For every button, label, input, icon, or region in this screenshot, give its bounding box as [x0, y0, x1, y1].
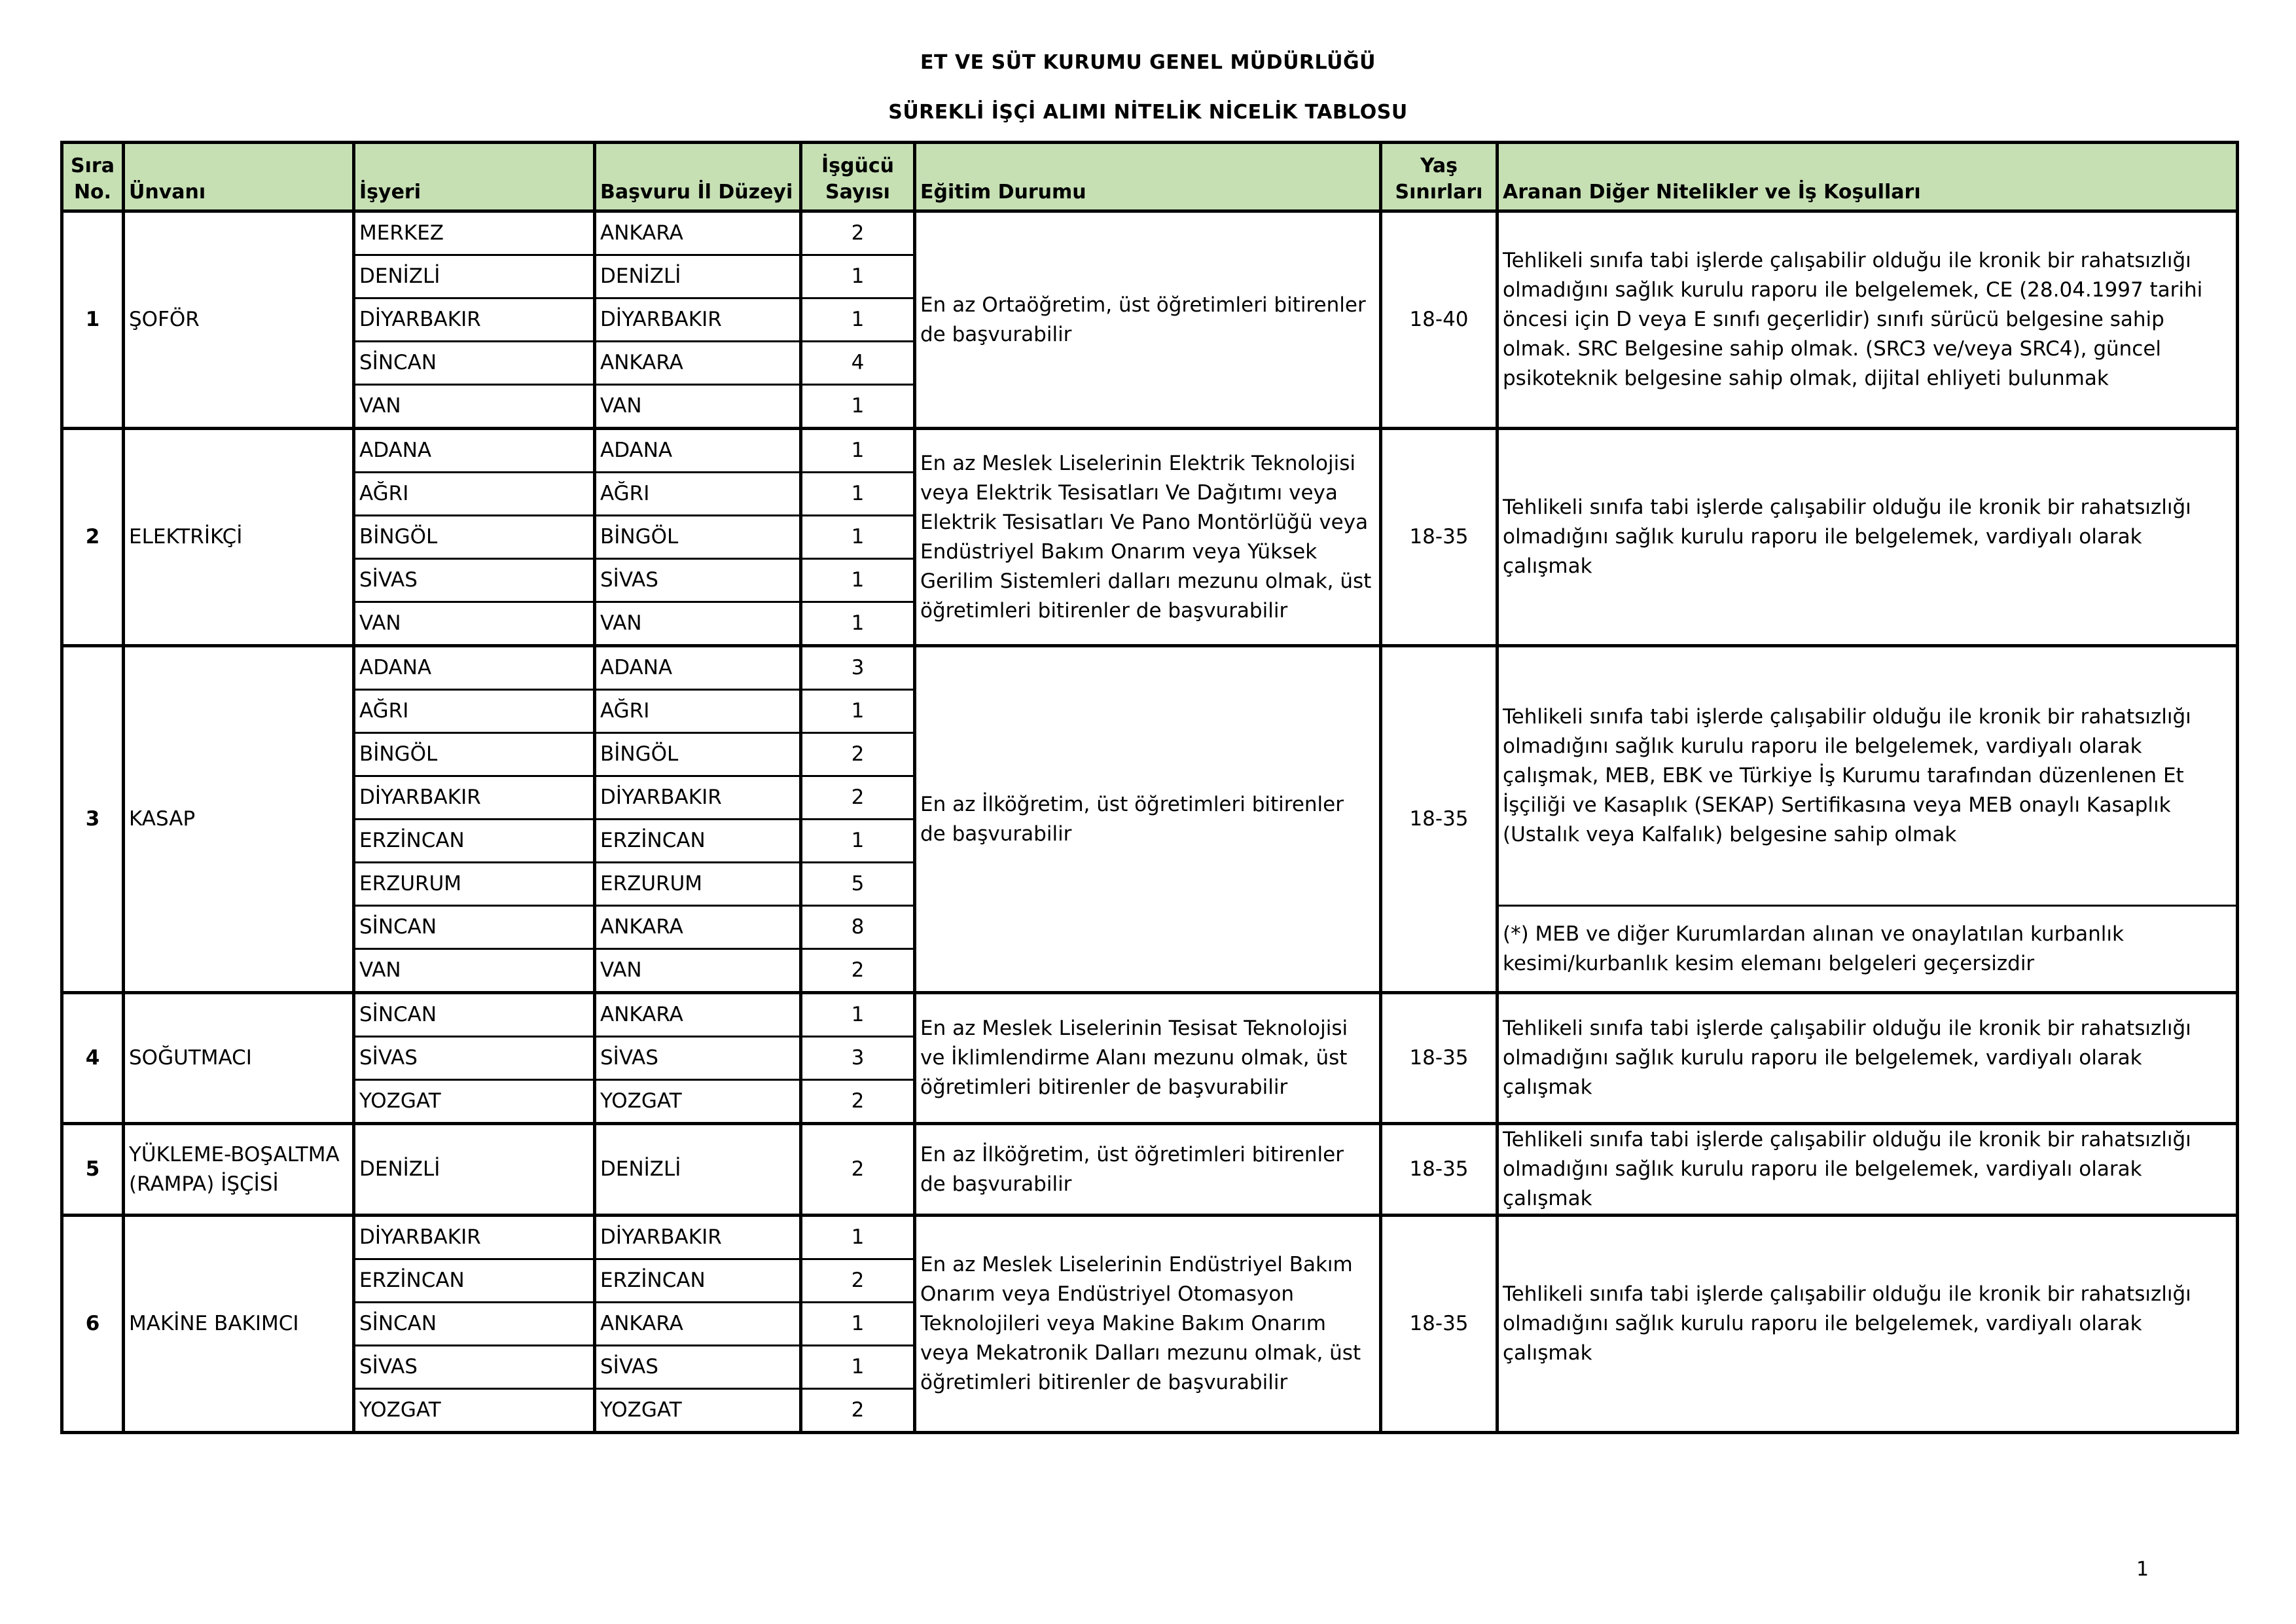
- workplace-cell: SİVAS: [354, 559, 595, 602]
- table-row: [62, 1216, 2238, 1259]
- province-cell: DENİZLİ: [595, 255, 801, 298]
- requirements-cell: Tehlikeli sınıfa tabi işlerde çalışabilir olduğu ile kronik bir rahatsızlığı olmadığını sağlık kurulu raporu ile belgelemek, CE (28.04.1997 tarihi öncesi için D veya E sınıfı geçerlidir) sınıfı sürücü belgesine sahip olmak. SRC Belgesine sahip olmak. (SRC3 ve/veya SRC4), güncel psikoteknik belgesine sahip olmak, dijital ehliyeti bulunmak: [1498, 211, 2238, 429]
- province-cell: VAN: [595, 949, 801, 993]
- table-row: [62, 429, 2238, 473]
- province-cell: DENİZLİ: [595, 1124, 801, 1216]
- document-subtitle: SÜREKLİ İŞÇİ ALIMI NİTELİK NİCELİK TABLOSU: [888, 101, 1408, 124]
- workforce-count-cell: 1: [801, 516, 915, 559]
- province-cell: SİVAS: [595, 1346, 801, 1389]
- row-number: 4: [62, 993, 124, 1124]
- age-limit-cell: 18-35: [1381, 1216, 1498, 1433]
- requirements-cell: Tehlikeli sınıfa tabi işlerde çalışabilir olduğu ile kronik bir rahatsızlığı olmadığını sağlık kurulu raporu ile belgelemek, vardiyalı olarak çalışmak: [1498, 993, 2238, 1124]
- table-row: [62, 1124, 2238, 1216]
- province-cell: ERZİNCAN: [595, 1259, 801, 1303]
- workforce-count-cell: 2: [801, 1259, 915, 1303]
- education-cell: En az Ortaöğretim, üst öğretimleri bitirenler de başvurabilir: [915, 211, 1381, 429]
- province-cell: ANKARA: [595, 993, 801, 1037]
- workplace-cell: SİVAS: [354, 1037, 595, 1080]
- workforce-count-cell: 1: [801, 385, 915, 429]
- workplace-cell: SİNCAN: [354, 993, 595, 1037]
- workforce-count-cell: 1: [801, 602, 915, 646]
- province-cell: AĞRI: [595, 473, 801, 516]
- workforce-count-cell: 4: [801, 342, 915, 385]
- requirements-cell: Tehlikeli sınıfa tabi işlerde çalışabilir olduğu ile kronik bir rahatsızlığı olmadığını sağlık kurulu raporu ile belgelemek, vardiyalı olarak çalışmak: [1498, 429, 2238, 646]
- workforce-count-cell: 5: [801, 863, 915, 906]
- table-body: [62, 211, 2238, 1433]
- workplace-cell: DİYARBAKIR: [354, 776, 595, 820]
- education-cell: En az Meslek Liselerinin Tesisat Teknolojisi ve İklimlendirme Alanı mezunu olmak, üst öğretimleri bitirenler de başvurabilir: [915, 993, 1381, 1124]
- workforce-count-cell: 1: [801, 255, 915, 298]
- personnel-table: [60, 141, 2239, 1434]
- workplace-cell: VAN: [354, 602, 595, 646]
- job-title: YÜKLEME-BOŞALTMA (RAMPA) İŞÇİSİ: [124, 1124, 354, 1216]
- header-basvuru-il: Başvuru İl Düzeyi: [595, 143, 801, 211]
- province-cell: VAN: [595, 385, 801, 429]
- workforce-count-cell: 2: [801, 776, 915, 820]
- workplace-cell: DENİZLİ: [354, 255, 595, 298]
- workplace-cell: ERZURUM: [354, 863, 595, 906]
- province-cell: DİYARBAKIR: [595, 298, 801, 342]
- workplace-cell: BİNGÖL: [354, 733, 595, 776]
- job-title: ŞOFÖR: [124, 211, 354, 429]
- workplace-cell: YOZGAT: [354, 1389, 595, 1433]
- workplace-cell: ERZİNCAN: [354, 820, 595, 863]
- workplace-cell: SİNCAN: [354, 342, 595, 385]
- requirements-cell: Tehlikeli sınıfa tabi işlerde çalışabilir olduğu ile kronik bir rahatsızlığı olmadığını sağlık kurulu raporu ile belgelemek, vardiyalı olarak çalışmak: [1498, 1216, 2238, 1433]
- workplace-cell: YOZGAT: [354, 1080, 595, 1124]
- province-cell: DİYARBAKIR: [595, 1216, 801, 1259]
- header-aranan-nitelikler: Aranan Diğer Nitelikler ve İş Koşulları: [1498, 143, 2238, 211]
- page-number: 1: [2136, 1558, 2149, 1581]
- header-isgucu-sayisi: İşgücü Sayısı: [801, 143, 915, 211]
- requirements-cell: Tehlikeli sınıfa tabi işlerde çalışabilir olduğu ile kronik bir rahatsızlığı olmadığını sağlık kurulu raporu ile belgelemek, vardiyalı olarak çalışmak, MEB, EBK ve Türkiye İş Kurumu tarafından düzenlenen Et İşçiliği ve Kasaplık (SEKAP) Sertifikasına veya MEB onaylı Kasaplık (Ustalık veya Kalfalık) belgesine sahip olmak: [1498, 646, 2238, 906]
- row-number: 5: [62, 1124, 124, 1216]
- workplace-cell: AĞRI: [354, 473, 595, 516]
- province-cell: AĞRI: [595, 690, 801, 733]
- workplace-cell: VAN: [354, 949, 595, 993]
- workplace-cell: ADANA: [354, 646, 595, 690]
- table-row: [62, 211, 2238, 255]
- education-cell: En az İlköğretim, üst öğretimleri bitirenler de başvurabilir: [915, 1124, 1381, 1216]
- job-title: ELEKTRİKÇİ: [124, 429, 354, 646]
- table-row: [62, 646, 2238, 690]
- job-title: SOĞUTMACI: [124, 993, 354, 1124]
- province-cell: DİYARBAKIR: [595, 776, 801, 820]
- workforce-count-cell: 2: [801, 949, 915, 993]
- education-cell: En az Meslek Liselerinin Endüstriyel Bakım Onarım veya Endüstriyel Otomasyon Teknolojileri veya Makine Bakım Onarım veya Mekatronik Dalları mezunu olmak, üst öğretimleri bitirenler de başvurabilir: [915, 1216, 1381, 1433]
- workforce-count-cell: 2: [801, 1389, 915, 1433]
- province-cell: BİNGÖL: [595, 733, 801, 776]
- job-title: MAKİNE BAKIMCI: [124, 1216, 354, 1433]
- province-cell: BİNGÖL: [595, 516, 801, 559]
- province-cell: SİVAS: [595, 1037, 801, 1080]
- requirements-cell: Tehlikeli sınıfa tabi işlerde çalışabilir olduğu ile kronik bir rahatsızlığı olmadığını sağlık kurulu raporu ile belgelemek, vardiyalı olarak çalışmak: [1498, 1124, 2238, 1216]
- workforce-count-cell: 3: [801, 1037, 915, 1080]
- workforce-count-cell: 2: [801, 211, 915, 255]
- job-title: KASAP: [124, 646, 354, 993]
- workplace-cell: MERKEZ: [354, 211, 595, 255]
- workplace-cell: BİNGÖL: [354, 516, 595, 559]
- province-cell: SİVAS: [595, 559, 801, 602]
- education-cell: En az İlköğretim, üst öğretimleri bitirenler de başvurabilir: [915, 646, 1381, 993]
- workforce-count-cell: 1: [801, 1303, 915, 1346]
- row-number: 6: [62, 1216, 124, 1433]
- province-cell: VAN: [595, 602, 801, 646]
- province-cell: ERZİNCAN: [595, 820, 801, 863]
- workplace-cell: DİYARBAKIR: [354, 298, 595, 342]
- workforce-count-cell: 1: [801, 820, 915, 863]
- workforce-count-cell: 8: [801, 906, 915, 949]
- workforce-count-cell: 1: [801, 298, 915, 342]
- workplace-cell: VAN: [354, 385, 595, 429]
- workforce-count-cell: 2: [801, 733, 915, 776]
- province-cell: ADANA: [595, 429, 801, 473]
- document-title: ET VE SÜT KURUMU GENEL MÜDÜRLÜĞÜ: [920, 51, 1376, 74]
- workplace-cell: SİNCAN: [354, 906, 595, 949]
- age-limit-cell: 18-35: [1381, 993, 1498, 1124]
- workforce-count-cell: 1: [801, 1346, 915, 1389]
- header-egitim-durumu: Eğitim Durumu: [915, 143, 1381, 211]
- header-yas-sinirlari: Yaş Sınırları: [1381, 143, 1498, 211]
- age-limit-cell: 18-35: [1381, 429, 1498, 646]
- workforce-count-cell: 1: [801, 473, 915, 516]
- province-cell: ANKARA: [595, 211, 801, 255]
- requirements-note-cell: (*) MEB ve diğer Kurumlardan alınan ve onaylatılan kurbanlık kesimi/kurbanlık kesim elemanı belgeleri geçersizdir: [1498, 906, 2238, 993]
- table-row: [62, 993, 2238, 1037]
- workforce-count-cell: 1: [801, 559, 915, 602]
- province-cell: ADANA: [595, 646, 801, 690]
- header-isyeri: İşyeri: [354, 143, 595, 211]
- workforce-count-cell: 2: [801, 1124, 915, 1216]
- workplace-cell: AĞRI: [354, 690, 595, 733]
- workplace-cell: ADANA: [354, 429, 595, 473]
- workplace-cell: SİNCAN: [354, 1303, 595, 1346]
- table-header-row: [62, 143, 2238, 211]
- workplace-cell: DİYARBAKIR: [354, 1216, 595, 1259]
- workforce-count-cell: 2: [801, 1080, 915, 1124]
- workplace-cell: SİVAS: [354, 1346, 595, 1389]
- province-cell: ANKARA: [595, 342, 801, 385]
- age-limit-cell: 18-35: [1381, 646, 1498, 993]
- header-sira-no: Sıra No.: [62, 143, 124, 211]
- province-cell: ANKARA: [595, 906, 801, 949]
- province-cell: ERZURUM: [595, 863, 801, 906]
- age-limit-cell: 18-35: [1381, 1124, 1498, 1216]
- age-limit-cell: 18-40: [1381, 211, 1498, 429]
- header-unvani: Ünvanı: [124, 143, 354, 211]
- workplace-cell: ERZİNCAN: [354, 1259, 595, 1303]
- workforce-count-cell: 1: [801, 690, 915, 733]
- workforce-count-cell: 3: [801, 646, 915, 690]
- province-cell: YOZGAT: [595, 1389, 801, 1433]
- row-number: 1: [62, 211, 124, 429]
- workforce-count-cell: 1: [801, 1216, 915, 1259]
- workforce-count-cell: 1: [801, 429, 915, 473]
- workplace-cell: DENİZLİ: [354, 1124, 595, 1216]
- workforce-count-cell: 1: [801, 993, 915, 1037]
- education-cell: En az Meslek Liselerinin Elektrik Teknolojisi veya Elektrik Tesisatları Ve Dağıtımı veya Elektrik Tesisatları Ve Pano Montörlüğü veya Endüstriyel Bakım Onarım veya Yüksek Gerilim Sistemleri dalları mezunu olmak, üst öğretimleri bitirenler de başvurabilir: [915, 429, 1381, 646]
- row-number: 2: [62, 429, 124, 646]
- province-cell: ANKARA: [595, 1303, 801, 1346]
- row-number: 3: [62, 646, 124, 993]
- province-cell: YOZGAT: [595, 1080, 801, 1124]
